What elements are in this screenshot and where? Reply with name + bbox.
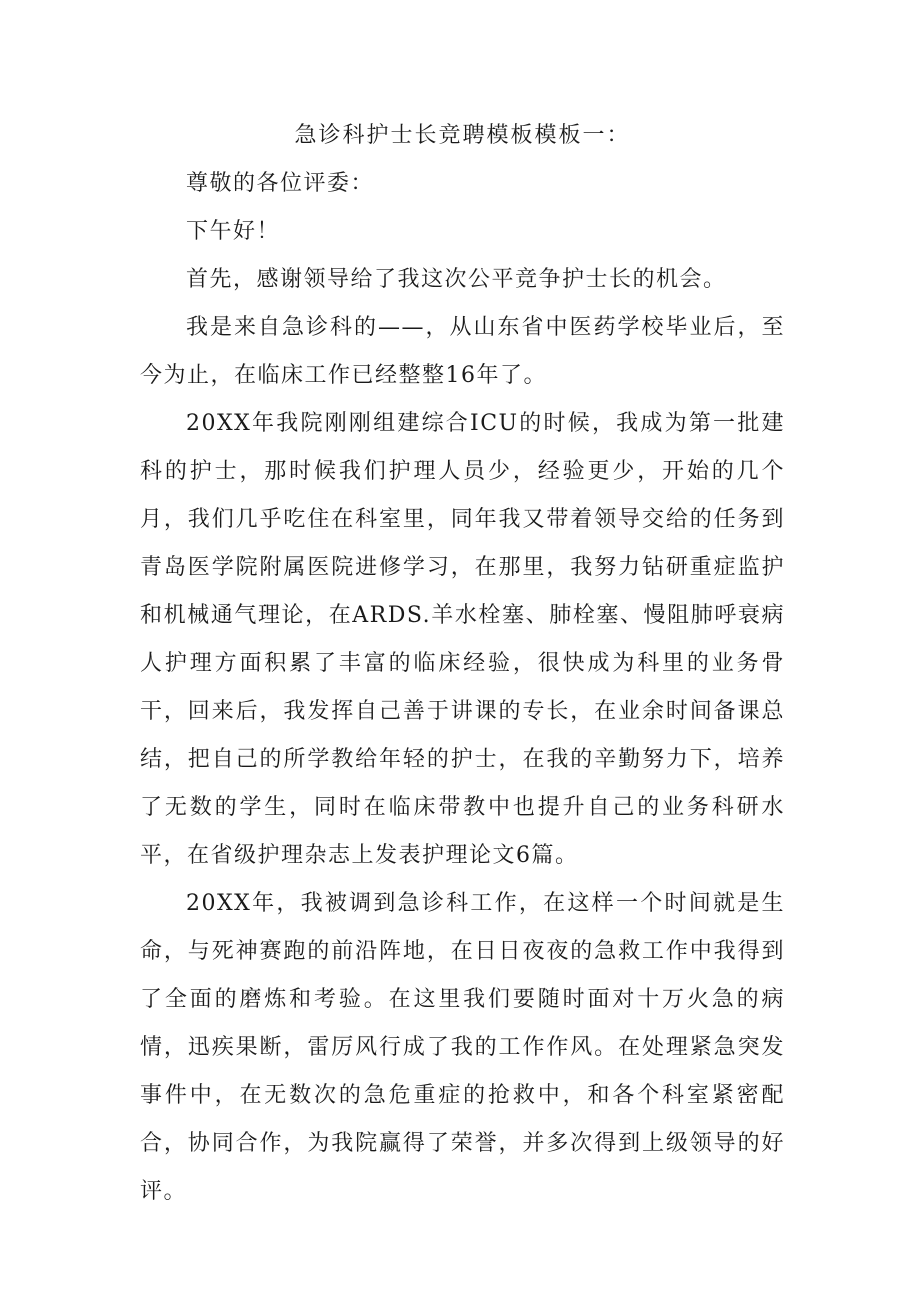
document-title: 急诊科护士长竞聘模板模板一：: [294, 123, 631, 148]
paragraph-2: 我是来自急诊科的——，从山东省中医药学校毕业后，至今为止，在临床工作已经整整16年了。: [140, 315, 785, 388]
greeting: 下午好！: [186, 219, 281, 244]
salutation: 尊敬的各位评委：: [186, 171, 375, 196]
paragraph-1: 首先，感谢领导给了我这次公平竞争护士长的机会。: [186, 267, 727, 292]
document-page: [140, 112, 785, 1216]
paragraph-3: 20XX年我院刚刚组建综合ICU的时候，我成为第一批建科的护士，那时候我们护理人员少，经验更少，开始的几个月，我们几乎吃住在科室里，同年我又带着领导交给的任务到青岛医学院附属医院进修学习，在那里，我努力钻研重症监护和机械通气理论，在ARDS.羊水栓塞、肺栓塞、慢阻肺呼衰病人护理方面积累了丰富的临床经验，很快成为科里的业务骨干，回来后，我发挥自己善于讲课的专长，在业余时间备课总结，把自己的所学教给年轻的护士，在我的辛勤努力下，培养了无数的学生，同时在临床带教中也提升自己的业务科研水平，在省级护理杂志上发表护理论文6篇。: [140, 411, 785, 868]
paragraph-4: 20XX年，我被调到急诊科工作，在这样一个时间就是生命，与死神赛跑的前沿阵地，在日日夜夜的急救工作中我得到了全面的磨炼和考验。在这里我们要随时面对十万火急的病情，迅疾果断，雷厉风行成了我的工作作风。在处理紧急突发事件中，在无数次的急危重症的抢救中，和各个科室紧密配合，协同合作，为我院赢得了荣誉，并多次得到上级领导的好评。: [140, 891, 785, 1204]
